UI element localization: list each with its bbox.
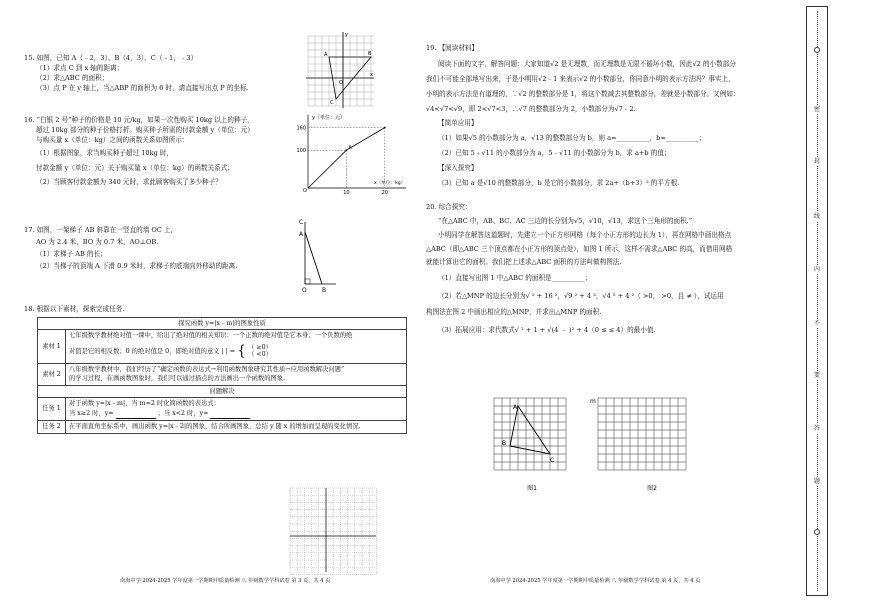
binding-char: 线 xyxy=(810,212,824,221)
q20-sub-2b: 构图法在图 2 中画出相应的△MNP，并求出△MNP 的面积. xyxy=(426,308,602,317)
q17-ladder-figure xyxy=(296,218,346,294)
task-1-line: 对于函数 y=|x﹣m|，当 m=2 时化简函数的表达式： xyxy=(69,400,220,408)
q16-line: 与购买量 x（单位：kg）之间的函数关系如图所示： xyxy=(36,135,189,144)
y-tick-label: 160 xyxy=(296,125,306,132)
task-1-line: ；当 x<2 时，y= xyxy=(157,409,209,417)
x-tick-label: 20 xyxy=(381,190,388,196)
q18-table xyxy=(37,317,407,434)
material-1-line: 七年级数学教材绝对值一课中，给出了绝对值的相关知识：一个正数的绝对值是它本身；一个负数的绝 xyxy=(69,332,353,340)
origin-label: O xyxy=(339,80,343,86)
material-1-line: 对值是它的相反数；0 的绝对值是 0，即绝对值的意义 | | = xyxy=(69,347,236,355)
question-18-intro: 18. 根据以下素材，探索完成任务. xyxy=(24,305,125,313)
q20-line: 就能计算出它的面积。我们把上述求△ABC 面积的方法叫做构图法. xyxy=(426,258,622,267)
q17-line: 17. 如图，一架梯子 AB 斜靠在一竖直的墙 OC 上， xyxy=(24,226,178,234)
material-2-line: 的学习过程，在画函数图象时，我们可以通过描点的方法画出一个函数的图象. xyxy=(69,375,286,383)
grid-lines xyxy=(308,36,374,106)
material-1-line2 xyxy=(69,341,403,362)
y-tick-label: 100 xyxy=(296,148,306,155)
data-point xyxy=(346,149,348,151)
q19-sub-2: （2）已知 5﹢√11 的小数部分为 a，5﹣√11 的小数部分为 b，求 a+b 的值； xyxy=(438,149,671,158)
grid-lines xyxy=(290,488,376,574)
q16-line: （1）根据图象，求当购买种子超过 10kg 时， xyxy=(36,148,174,157)
footer-right: 南海中学 2024-2025 学年度第一学期期中质量检测 八 年级数学学科试卷 第 4 页，共 4 页 xyxy=(490,578,701,584)
q17-line: （1）求梯子 AB 的长； xyxy=(36,249,107,258)
task-1-line: 当 x≥2 时，y= xyxy=(69,409,114,417)
q18-blank-grid xyxy=(288,486,378,574)
point-b-label: B xyxy=(322,287,327,294)
point-a-label: A xyxy=(324,52,328,58)
right-column xyxy=(426,44,798,336)
material-1-content xyxy=(66,330,407,363)
origin-label: O xyxy=(303,188,307,194)
material-2-content xyxy=(66,363,407,385)
q20-sub-2a: （2）若△MNP 的边长分别为√ ² + 16 ²，√9 ² + 4 ²，√4 ² + 4 ²（ >0， >0，且 ≠ ），试运用 xyxy=(438,292,724,301)
q16-line: 超过 10kg 部分的种子价格打折。购买种子所需的付款金额 y（单位：元） xyxy=(36,125,254,134)
binding-circle-bottom xyxy=(810,529,824,535)
deep-explore-title: 【深入探究】 xyxy=(438,164,478,173)
binding-char: 密 xyxy=(810,105,824,114)
q19-sub-3: （3）已知 a 是√10 的整数部分，b 是它的小数部分，求 2a+（b+3）² 的平方根. xyxy=(438,179,680,188)
material-2-line: 八年级数学教材中，我们经历了“确定函数的表达式→利用函数图象研究其性质→应用函数解决问题” xyxy=(69,365,345,373)
point-b-label: B xyxy=(368,51,372,57)
q20-sub-1: （1）直接写出图 1 中△ABC 的面积是__________； xyxy=(438,274,592,283)
q17-line: （2）当梯子的顶端 A 下滑 0.9 米时，求梯子的底端向外移动的距离. xyxy=(36,261,238,270)
material-1-label: 素材 1 xyxy=(38,330,66,363)
q15-line: （3）点 P 在 y 轴上，当△ABP 的面积为 6 时，请直接写出点 P 的坐标. xyxy=(36,83,249,92)
point-a-label: A xyxy=(348,145,352,152)
task-1-answer-line xyxy=(69,409,403,419)
binding-char: 封 xyxy=(810,157,824,166)
point-c-label: C xyxy=(330,100,334,106)
q16-line: 付款金额 y（单位：元）关于购买量 x（单位：kg）的函数关系式； xyxy=(36,163,234,172)
simple-apply-title: 【简单应用】 xyxy=(438,119,478,128)
solve-title: 问题解决 xyxy=(38,385,407,397)
q15-line: 15. 如图，已知 A（﹣2，3）、B（4，3）、C（﹣1，﹣3） xyxy=(24,54,198,62)
case-1: （ ≥0） xyxy=(248,343,272,351)
y-axis-title: y（单位：元） xyxy=(312,115,345,121)
answer-blank[interactable] xyxy=(116,409,156,419)
q15-line: （1）求点 C 到 x 轴的距离； xyxy=(36,63,124,72)
point-c-label: C xyxy=(550,457,555,464)
q18-table-title: 探究函数 y=|x﹣m|的图象性质 xyxy=(38,318,407,330)
grid-lines xyxy=(598,398,686,470)
data-point xyxy=(384,127,386,129)
figure-2-caption: 图2 xyxy=(647,485,657,492)
brace-symbol: { xyxy=(237,342,246,359)
y-axis-label: y xyxy=(345,32,348,38)
task-1-label: 任务 1 xyxy=(38,398,66,421)
figure-2-grid xyxy=(590,396,690,492)
q17-line: AO 为 2.4 米，BO 为 0.7 米，AO⊥OB. xyxy=(36,237,159,246)
q20-sub-3: （3）拓展应用：求代数式√ ² + 1 + √(4 ﹣ )² + 4（0 ≤ ≤ 4）的最小值. xyxy=(438,326,656,335)
question-16 xyxy=(24,116,254,188)
q20-line: “在△ABC 中，AB、BC、AC 三边的长分别为√5，√10，√13，求这个三角形的面积.” xyxy=(438,216,693,225)
binding-strip xyxy=(806,6,828,596)
binding-char: 题 xyxy=(810,477,824,486)
footer-left: 南海中学 2024-2025 学年度第一学期期中质量检测 八 年级数学学科试卷 第 3 页，共 4 页 xyxy=(120,578,331,584)
piecewise-cases xyxy=(248,344,272,359)
figure-2-corner-label: m xyxy=(590,398,596,405)
binding-circle-top xyxy=(810,47,824,53)
q19-line: √4<√7<√9，即 2<√7<3，∴√7 的整数部分为 2，小数部分为√7﹣2. xyxy=(426,104,636,113)
q19-line: 我们不可能全部地写出来，于是小明用√2﹣1 来表示√2 的小数部分，你同意小明的表示方法吗？事实上， xyxy=(426,74,735,83)
q16-function-graph xyxy=(288,112,410,196)
material-2-label: 素材 2 xyxy=(38,363,66,385)
point-a-label: A xyxy=(513,404,518,411)
q16-line: （2）当顾客付款金额为 340 元时，求此顾客购买了多少种子？ xyxy=(36,178,222,187)
right-angle-mark xyxy=(305,279,310,284)
q20-line: 小明同学在解答这道题时，先建立一个正方形网格（每个小正方形的边长为 1），再在网格中画出格点 xyxy=(438,230,732,239)
q19-sub-1: （1）如果√5 的小数部分为 a，√13 的整数部分为 b，则 a=__________，b=__________； xyxy=(438,134,706,143)
task-2-label: 任务 2 xyxy=(38,421,66,433)
question-17 xyxy=(24,226,237,272)
figure-1-grid xyxy=(494,398,570,492)
q20-title: 20. 综合探究： xyxy=(426,202,472,211)
ladder-ab xyxy=(305,232,322,284)
q20-line: △ABC（即△ABC 三个顶点都在小正方形的顶点处），如图 1 所示，这样不需求△ABC 的高，而借用网格 xyxy=(426,244,733,253)
q19-title: 19. 【阅读材料】 xyxy=(426,44,479,52)
x-axis-title: x（单位：kg） xyxy=(374,181,406,186)
binding-char: 答 xyxy=(810,424,824,433)
q15-coordinate-grid xyxy=(304,30,376,112)
series-line xyxy=(308,128,385,188)
point-b-label: B xyxy=(502,440,507,447)
point-c-label: C xyxy=(299,219,304,226)
binding-dotted-line xyxy=(817,11,818,591)
q19-line: 小明的表示方法是有道理的，∵√2 的整数部分是 1，将这个数减去其整数部分，差就是小数部分。又例如： xyxy=(426,89,740,98)
binding-char: 不 xyxy=(810,319,824,328)
q16-line: 16. “白银 2 号”种子的价格是 10 元/kg，如果一次性购买 10kg 以上的种子， xyxy=(24,116,254,124)
binding-char: 内 xyxy=(810,265,824,274)
guide-lines xyxy=(308,128,385,188)
point-o-label: O xyxy=(302,287,307,294)
figure-1-caption: 图1 xyxy=(527,485,537,492)
q15-line: （2）求△ABC 的面积； xyxy=(36,73,109,82)
task-1-content xyxy=(66,398,407,421)
q19-line: 阅读下面的文字，解答问题：大家知道√2 是无理数，而无理数是无限不循环小数，因此√2 的小数部分 xyxy=(438,59,736,68)
case-2: （ <0） xyxy=(248,351,272,359)
x-axis-label: x xyxy=(370,72,373,78)
x-tick-label: 10 xyxy=(343,190,350,196)
task-2-content: 在平面直角坐标系中，画出函数 y=|x﹣2|的图象，结合所画图象，总结 y 随 x 的增加而呈现的变化情况. xyxy=(66,421,407,433)
question-15 xyxy=(24,54,249,94)
point-a-label: A xyxy=(299,231,304,238)
grid-lines xyxy=(494,398,566,470)
answer-blank[interactable] xyxy=(210,409,250,419)
binding-char: 要 xyxy=(810,371,824,380)
